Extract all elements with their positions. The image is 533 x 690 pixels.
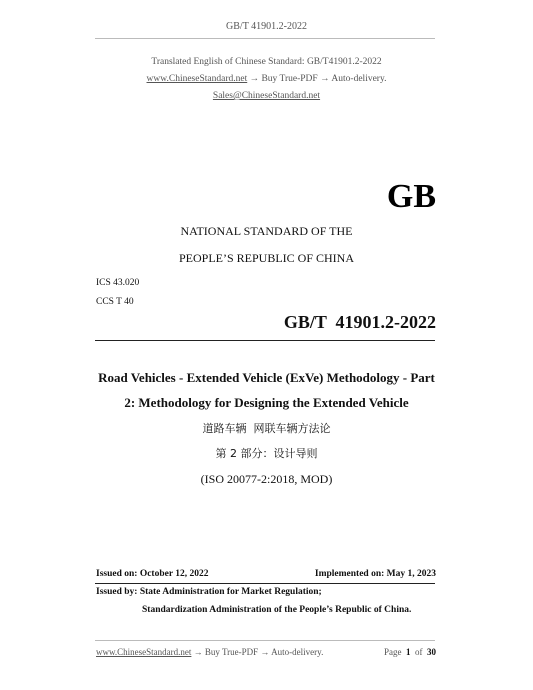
ics-code: ICS 43.020 xyxy=(96,278,140,288)
gb-logo: GB xyxy=(386,178,436,215)
email-link[interactable]: Sales@ChineseStandard.net xyxy=(212,91,321,101)
page-number: 1 xyxy=(406,647,411,657)
website-link[interactable]: www.ChineseStandard.net xyxy=(146,74,248,84)
implemented-date: Implemented on: May 1, 2023 xyxy=(314,569,436,579)
page-indicator xyxy=(384,647,436,657)
header-divider xyxy=(95,38,435,39)
footer-divider xyxy=(95,640,435,641)
total-pages: 30 xyxy=(427,647,436,657)
ccs-code: CCS T 40 xyxy=(96,297,134,307)
translation-note: Translated English of Chinese Standard: GB/T41901.2-2022 xyxy=(151,57,382,67)
footer-website-link[interactable]: www.ChineseStandard.net xyxy=(96,647,192,657)
footer-purchase-line xyxy=(96,647,323,657)
title-chinese-line2: 第 2 部分：设计导则 xyxy=(215,447,318,460)
purchase-line xyxy=(0,74,533,84)
iso-equivalence: (ISO 20077-2:2018, MOD) xyxy=(200,472,333,486)
footer-buy-text: → Buy True-PDF → Auto-delivery. xyxy=(191,647,324,657)
issuer-line2: Standardization Administration of the People’s Republic of China. xyxy=(142,605,412,615)
buy-text: → Buy True-PDF → Auto-delivery. xyxy=(247,74,387,84)
issuer-line1: Issued by: State Administration for Market Regulation; xyxy=(96,587,322,597)
issued-date: Issued on: October 12, 2022 xyxy=(96,569,209,579)
title-divider xyxy=(95,340,435,341)
of-label: of xyxy=(415,647,423,657)
title-chinese-line1: 道路车辆 网联车辆方法论 xyxy=(202,422,331,435)
email-line xyxy=(0,91,533,101)
standard-number: GB/T 41901.2-2022 xyxy=(283,312,436,332)
country-heading: PEOPLE’S REPUBLIC OF CHINA xyxy=(178,251,355,265)
title-english-line1: Road Vehicles - Extended Vehicle (ExVe) Methodology - Part xyxy=(98,370,435,385)
page-label: Page xyxy=(384,647,402,657)
running-header: GB/T 41901.2-2022 xyxy=(226,21,307,32)
dates-divider xyxy=(95,583,435,584)
national-standard-heading: NATIONAL STANDARD OF THE xyxy=(180,224,353,238)
title-english-line2: 2: Methodology for Designing the Extended Vehicle xyxy=(124,395,409,410)
